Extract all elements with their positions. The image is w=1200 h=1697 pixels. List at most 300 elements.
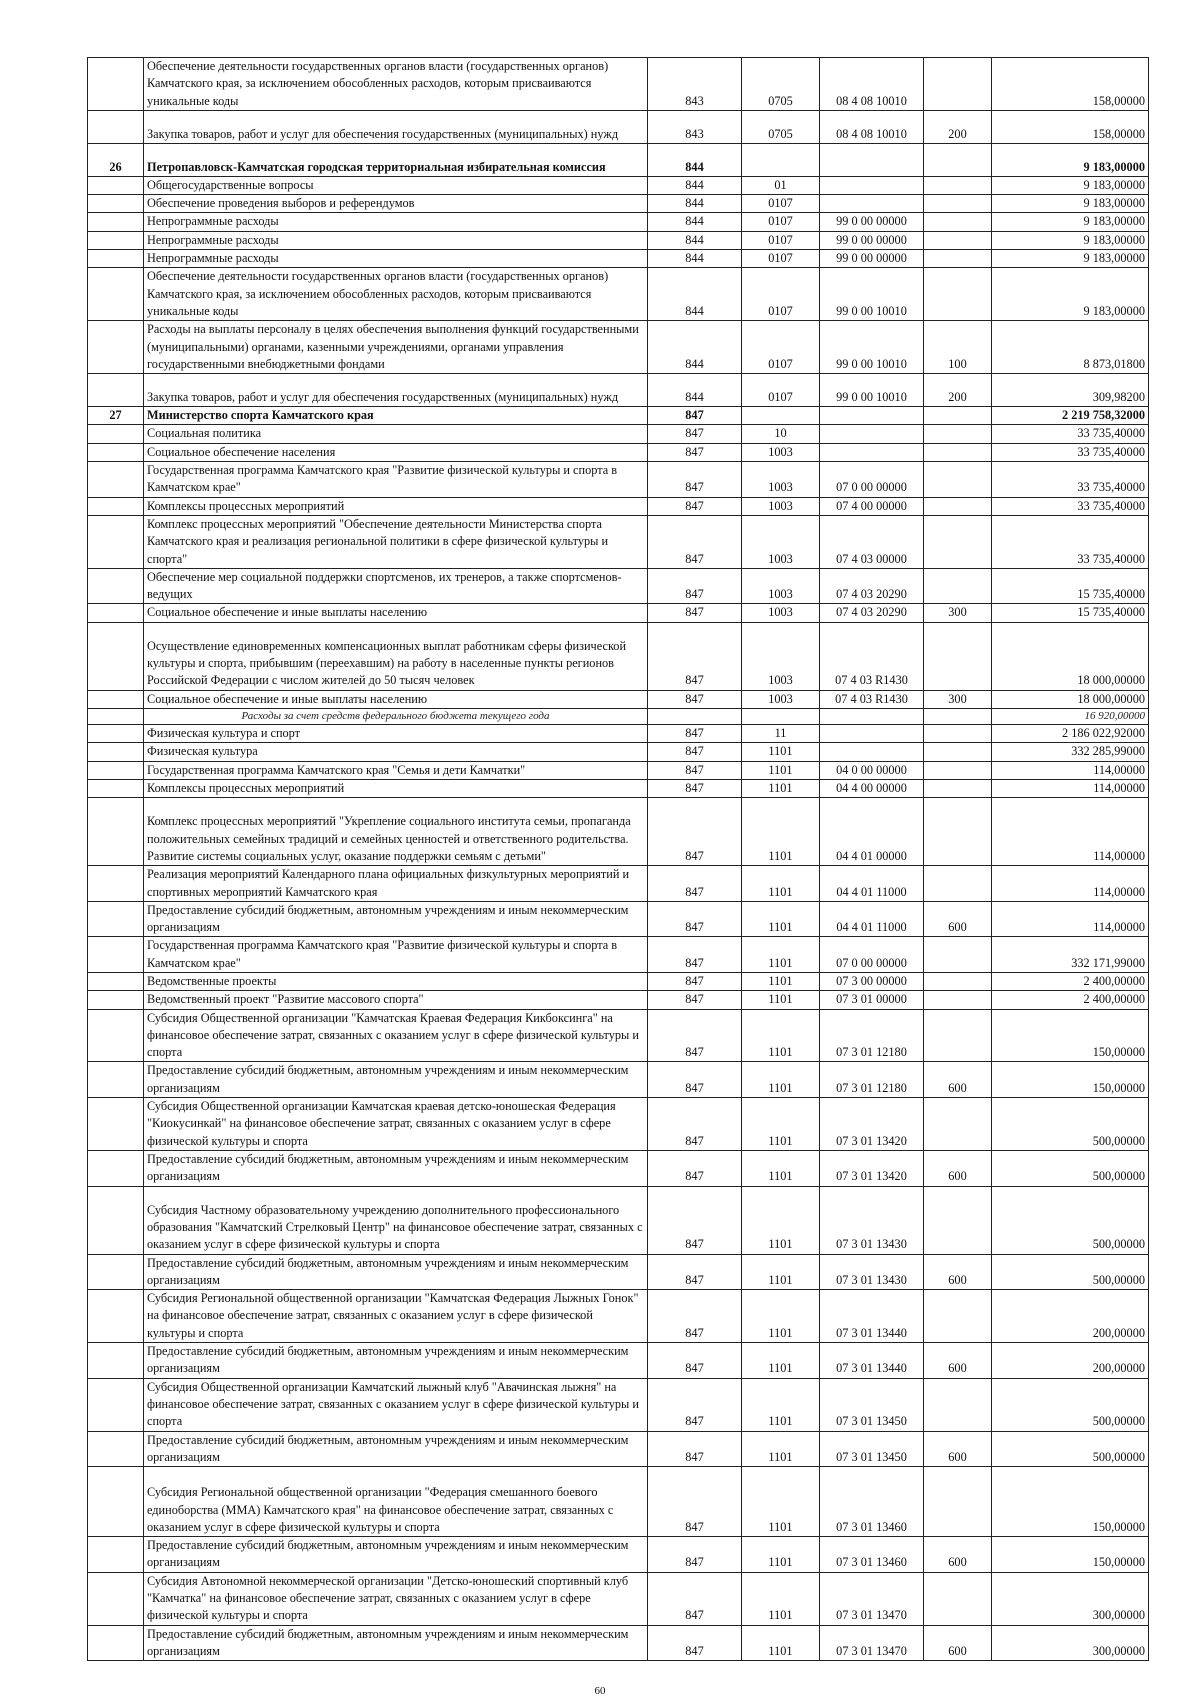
table-row [88,1098,1149,1151]
ministry-code: 847 [648,1254,742,1290]
row-number [88,515,144,568]
item-name: Закупка товаров, работ и услуг для обеспечения государственных (муниципальных) нужд [144,110,648,143]
item-name: Субсидия Региональной общественной организации "Федерация смешанного боевого единоборства (ММА) Камчатского края" на финансовое обеспечение затрат, связанных с оказанием услуг в сфере физической культуры и спорта [144,1467,648,1537]
ministry-code: 844 [648,268,742,321]
table-row [88,622,1149,690]
section-code: 1101 [742,761,820,779]
item-name: Комплекс процессных мероприятий "Обеспечение деятельности Министерства спорта Камчатского края и реализация региональной политики в сфере физической культуры и спорта" [144,515,648,568]
target-article-code: 07 3 01 13460 [820,1467,924,1537]
row-number [88,231,144,249]
section-code: 1003 [742,622,820,690]
target-article-code [820,143,924,176]
ministry-code: 847 [648,1378,742,1431]
row-number [88,622,144,690]
table-row [88,1467,1149,1537]
table-row [88,937,1149,973]
target-article-code: 04 0 00 00000 [820,761,924,779]
note-row [88,709,1149,725]
amount: 114,00000 [992,798,1149,866]
target-article-code [820,743,924,761]
section-header-row [88,143,1149,176]
item-name: Комплексы процессных мероприятий [144,779,648,797]
target-article-code: 07 3 01 13450 [820,1378,924,1431]
item-name: Государственная программа Камчатского края "Развитие физической культуры и спорта в Камчатском крае" [144,462,648,498]
target-article-code: 07 3 01 13440 [820,1290,924,1343]
section-code: 1101 [742,1625,820,1661]
amount: 33 735,40000 [992,462,1149,498]
amount: 332 171,99000 [992,937,1149,973]
table-row [88,866,1149,902]
amount: 33 735,40000 [992,515,1149,568]
item-name: Непрограммные расходы [144,250,648,268]
expense-type-code: 600 [924,901,992,937]
expense-type-code: 600 [924,1062,992,1098]
ministry-code: 847 [648,798,742,866]
ministry-code: 847 [648,1431,742,1467]
item-name: Социальное обеспечение и иные выплаты населению [144,604,648,622]
target-article-code [820,176,924,194]
ministry-code: 847 [648,761,742,779]
table-row [88,58,1149,111]
ministry-code: 847 [648,1625,742,1661]
amount: 18 000,00000 [992,622,1149,690]
section-code: 1003 [742,690,820,708]
amount: 500,00000 [992,1098,1149,1151]
section-code: 1003 [742,497,820,515]
ministry-code: 844 [648,176,742,194]
amount: 500,00000 [992,1431,1149,1467]
section-code: 1101 [742,1343,820,1379]
ministry-code: 847 [648,1572,742,1625]
target-article-code: 07 4 03 00000 [820,515,924,568]
section-code: 1003 [742,568,820,604]
amount: 300,00000 [992,1572,1149,1625]
budget-table [87,57,1149,1661]
item-name: Предоставление субсидий бюджетным, автономным учреждениям и иным некоммерческим организациям [144,1431,648,1467]
amount: 332 285,99000 [992,743,1149,761]
expense-type-code [924,761,992,779]
item-name: Осуществление единовременных компенсационных выплат работникам сферы физической культуры и спорта, прибывшим (переехавшим) на работу в населенные пункты регионов Российской Федерации с числом жителей до 50 тысяч человек [144,622,648,690]
row-number [88,1467,144,1537]
row-number [88,937,144,973]
row-number [88,1343,144,1379]
row-number [88,250,144,268]
item-name: Непрограммные расходы [144,213,648,231]
section-code: 1101 [742,1467,820,1537]
ministry-code: 847 [648,901,742,937]
expense-type-code: 200 [924,374,992,407]
target-article-code: 07 3 01 00000 [820,991,924,1009]
section-code: 1003 [742,462,820,498]
target-article-code: 07 3 01 13420 [820,1150,924,1186]
amount: 15 735,40000 [992,604,1149,622]
row-number [88,110,144,143]
table-row [88,462,1149,498]
table-row [88,268,1149,321]
ministry-code: 847 [648,743,742,761]
expense-type-code: 600 [924,1625,992,1661]
target-article-code: 99 0 00 00000 [820,213,924,231]
amount: 200,00000 [992,1343,1149,1379]
section-code: 11 [742,725,820,743]
section-code: 1101 [742,1062,820,1098]
amount: 200,00000 [992,1290,1149,1343]
amount: 2 186 022,92000 [992,725,1149,743]
item-name: Социальное обеспечение населения [144,443,648,461]
amount: 500,00000 [992,1378,1149,1431]
row-number [88,743,144,761]
amount: 33 735,40000 [992,425,1149,443]
expense-type-code [924,515,992,568]
amount: 150,00000 [992,1537,1149,1573]
target-article-code: 08 4 08 10010 [820,110,924,143]
section-code [742,407,820,425]
target-article-code: 07 3 01 13430 [820,1186,924,1254]
amount: 2 219 758,32000 [992,407,1149,425]
amount: 16 920,00000 [992,709,1149,725]
table-row [88,991,1149,1009]
item-name: Непрограммные расходы [144,231,648,249]
amount: 2 400,00000 [992,991,1149,1009]
target-article-code [820,195,924,213]
amount: 114,00000 [992,779,1149,797]
ministry-code: 847 [648,972,742,990]
ministry-code: 847 [648,515,742,568]
amount: 15 735,40000 [992,568,1149,604]
section-code: 0705 [742,58,820,111]
amount: 2 400,00000 [992,972,1149,990]
table-row [88,972,1149,990]
section-code: 1101 [742,1378,820,1431]
amount: 309,98200 [992,374,1149,407]
target-article-code [820,443,924,461]
expense-type-code [924,1098,992,1151]
expense-type-code [924,176,992,194]
row-number [88,972,144,990]
item-name: Субсидия Автономной некоммерческой организации "Детско-юношеский спортивный клуб "Камчатка" на финансовое обеспечение затрат, связанных с оказанием услуг в сфере физической культуры и спорта [144,1572,648,1625]
amount: 9 183,00000 [992,268,1149,321]
item-name: Физическая культура [144,743,648,761]
table-row [88,321,1149,374]
table-row [88,443,1149,461]
ministry-code: 844 [648,374,742,407]
section-code: 0705 [742,110,820,143]
target-article-code: 07 4 00 00000 [820,497,924,515]
expense-type-code [924,143,992,176]
table-row [88,515,1149,568]
item-name: Комплексы процессных мероприятий [144,497,648,515]
item-name: Расходы на выплаты персоналу в целях обеспечения выполнения функций государственными (муниципальными) органами, казенными учреждениями, органами управления государственными внебюджетными фондами [144,321,648,374]
target-article-code: 08 4 08 10010 [820,58,924,111]
table-row [88,1062,1149,1098]
expense-type-code [924,798,992,866]
expense-type-code: 600 [924,1431,992,1467]
row-number [88,709,144,725]
amount: 9 183,00000 [992,176,1149,194]
ministry-code: 847 [648,690,742,708]
table-row [88,1009,1149,1062]
ministry-code: 847 [648,443,742,461]
ministry-code: 847 [648,425,742,443]
amount: 9 183,00000 [992,231,1149,249]
row-number [88,1062,144,1098]
row-number [88,462,144,498]
table-row [88,1431,1149,1467]
table-row [88,761,1149,779]
expense-type-code [924,443,992,461]
expense-type-code [924,1378,992,1431]
target-article-code [820,725,924,743]
item-name: Предоставление субсидий бюджетным, автономным учреждениям и иным некоммерческим организациям [144,1625,648,1661]
expense-type-code [924,972,992,990]
expense-type-code [924,213,992,231]
item-name: Закупка товаров, работ и услуг для обеспечения государственных (муниципальных) нужд [144,374,648,407]
table-row [88,250,1149,268]
ministry-code: 847 [648,725,742,743]
item-name: Государственная программа Камчатского края "Развитие физической культуры и спорта в Камчатском крае" [144,937,648,973]
expense-type-code [924,250,992,268]
table-row [88,1150,1149,1186]
ministry-code: 844 [648,321,742,374]
budget-table-body [88,58,1149,1661]
expense-type-code: 600 [924,1150,992,1186]
target-article-code [820,407,924,425]
table-row [88,690,1149,708]
item-name: Предоставление субсидий бюджетным, автономным учреждениям и иным некоммерческим организациям [144,1343,648,1379]
row-number [88,866,144,902]
row-number [88,443,144,461]
section-code: 1101 [742,972,820,990]
amount: 150,00000 [992,1062,1149,1098]
expense-type-code [924,195,992,213]
section-header-row [88,407,1149,425]
expense-type-code: 100 [924,321,992,374]
section-code: 1101 [742,1572,820,1625]
target-article-code: 07 3 00 00000 [820,972,924,990]
target-article-code: 07 3 01 13470 [820,1572,924,1625]
target-article-code: 07 3 01 13450 [820,1431,924,1467]
item-name: Предоставление субсидий бюджетным, автономным учреждениям и иным некоммерческим организациям [144,1062,648,1098]
amount: 33 735,40000 [992,497,1149,515]
target-article-code: 99 0 00 00000 [820,231,924,249]
table-row [88,798,1149,866]
ministry-code: 847 [648,1290,742,1343]
table-row [88,213,1149,231]
expense-type-code: 300 [924,604,992,622]
row-number [88,761,144,779]
item-name: Ведомственный проект "Развитие массового спорта" [144,991,648,1009]
target-article-code [820,425,924,443]
expense-type-code: 600 [924,1537,992,1573]
item-name: Социальная политика [144,425,648,443]
section-code: 1101 [742,1537,820,1573]
expense-type-code [924,866,992,902]
section-code: 10 [742,425,820,443]
row-number [88,1431,144,1467]
section-code: 1101 [742,866,820,902]
amount: 114,00000 [992,866,1149,902]
amount: 9 183,00000 [992,195,1149,213]
table-row [88,725,1149,743]
row-number [88,195,144,213]
row-number [88,1572,144,1625]
table-row [88,1186,1149,1254]
item-name: Ведомственные проекты [144,972,648,990]
page-number: 60 [594,1685,606,1697]
row-number [88,497,144,515]
table-row [88,425,1149,443]
ministry-code: 847 [648,866,742,902]
table-row [88,779,1149,797]
ministry-code: 847 [648,937,742,973]
target-article-code: 99 0 00 10010 [820,268,924,321]
row-number [88,1150,144,1186]
amount: 500,00000 [992,1254,1149,1290]
expense-type-code [924,58,992,111]
section-code: 01 [742,176,820,194]
item-name: Комплекс процессных мероприятий "Укрепление социального института семьи, пропаганда положительных семейных традиций и семейных ценностей и ответственного родительства. Развитие системы социальных услуг, оказание поддержки семьям с детьми" [144,798,648,866]
target-article-code: 07 3 01 13420 [820,1098,924,1151]
ministry-code: 847 [648,497,742,515]
amount: 9 183,00000 [992,213,1149,231]
row-number [88,268,144,321]
section-code: 0107 [742,268,820,321]
expense-type-code [924,743,992,761]
section-code: 1101 [742,798,820,866]
expense-type-code: 600 [924,1254,992,1290]
target-article-code: 04 4 00 00000 [820,779,924,797]
section-code: 1101 [742,1290,820,1343]
table-row [88,195,1149,213]
row-number [88,568,144,604]
item-name: Обеспечение мер социальной поддержки спортсменов, их тренеров, а также спортсменов-ведущих [144,568,648,604]
amount: 8 873,01800 [992,321,1149,374]
ministry-code: 844 [648,143,742,176]
ministry-code: 847 [648,991,742,1009]
expense-type-code [924,1572,992,1625]
item-name: Предоставление субсидий бюджетным, автономным учреждениям и иным некоммерческим организациям [144,1150,648,1186]
amount: 158,00000 [992,58,1149,111]
table-row [88,1625,1149,1661]
table-row [88,1290,1149,1343]
row-number [88,425,144,443]
item-name: Субсидия Общественной организации Камчатская краевая детско-юношеская Федерация "Киокусинкай" на финансовое обеспечение затрат, связанных с оказанием услуг в сфере физической культуры и спорта [144,1098,648,1151]
amount: 9 183,00000 [992,250,1149,268]
expense-type-code [924,268,992,321]
row-number [88,1537,144,1573]
target-article-code: 04 4 01 11000 [820,866,924,902]
amount: 500,00000 [992,1186,1149,1254]
ministry-code: 843 [648,58,742,111]
section-code: 1101 [742,991,820,1009]
ministry-code: 847 [648,604,742,622]
row-number [88,725,144,743]
item-name: Субсидия Региональной общественной организации "Камчатская Федерация Лыжных Гонок" на финансовое обеспечение затрат, связанных с оказанием услуг в сфере физической культуры и спорта [144,1290,648,1343]
item-name: Петропавловск-Камчатская городская территориальная избирательная комиссия [144,143,648,176]
expense-type-code [924,425,992,443]
expense-type-code [924,622,992,690]
ministry-code: 847 [648,1098,742,1151]
ministry-code: 847 [648,407,742,425]
target-article-code: 07 3 01 13470 [820,1625,924,1661]
expense-type-code [924,462,992,498]
item-name: Обеспечение деятельности государственных органов власти (государственных органов) Камчатского края, за исключением обособленных расходов, которым присваиваются уникальные коды [144,268,648,321]
target-article-code: 07 4 03 R1430 [820,690,924,708]
item-name: Государственная программа Камчатского края "Семья и дети Камчатки" [144,761,648,779]
target-article-code: 07 3 01 13460 [820,1537,924,1573]
target-article-code: 07 4 03 R1430 [820,622,924,690]
row-number [88,779,144,797]
target-article-code: 07 4 03 20290 [820,568,924,604]
expense-type-code [924,1290,992,1343]
amount: 150,00000 [992,1009,1149,1062]
item-name: Расходы за счет средств федерального бюджета текущего года [144,709,648,725]
table-row [88,1254,1149,1290]
ministry-code: 844 [648,250,742,268]
row-number [88,374,144,407]
expense-type-code [924,725,992,743]
row-number [88,798,144,866]
item-name: Предоставление субсидий бюджетным, автономным учреждениям и иным некоммерческим организациям [144,1254,648,1290]
row-number [88,321,144,374]
row-number [88,690,144,708]
row-number [88,58,144,111]
item-name: Министерство спорта Камчатского края [144,407,648,425]
table-row [88,901,1149,937]
table-row [88,604,1149,622]
item-name: Предоставление субсидий бюджетным, автономным учреждениям и иным некоммерческим организациям [144,901,648,937]
ministry-code: 847 [648,1186,742,1254]
expense-type-code [924,709,992,725]
row-number [88,901,144,937]
ministry-code: 847 [648,1343,742,1379]
expense-type-code: 600 [924,1343,992,1379]
amount: 114,00000 [992,761,1149,779]
ministry-code: 847 [648,1062,742,1098]
amount: 500,00000 [992,1150,1149,1186]
section-code: 1101 [742,779,820,797]
ministry-code: 844 [648,231,742,249]
row-number [88,1378,144,1431]
row-number: 26 [88,143,144,176]
item-name: Социальное обеспечение и иные выплаты населению [144,690,648,708]
section-code [742,143,820,176]
amount: 300,00000 [992,1625,1149,1661]
item-name: Обеспечение проведения выборов и референдумов [144,195,648,213]
section-code: 1101 [742,1431,820,1467]
amount: 150,00000 [992,1467,1149,1537]
ministry-code: 847 [648,462,742,498]
item-name: Физическая культура и спорт [144,725,648,743]
section-code: 0107 [742,213,820,231]
section-code: 1101 [742,937,820,973]
section-code: 1101 [742,1098,820,1151]
table-row [88,1537,1149,1573]
budget-page [87,57,1148,1661]
table-row [88,176,1149,194]
amount: 18 000,00000 [992,690,1149,708]
item-name: Обеспечение деятельности государственных органов власти (государственных органов) Камчатского края, за исключением обособленных расходов, которым присваиваются уникальные коды [144,58,648,111]
item-name: Субсидия Общественной организации "Камчатская Краевая Федерация Кикбоксинга" на финансовое обеспечение затрат, связанных с оказанием услуг в сфере физической культуры и спорта [144,1009,648,1062]
ministry-code: 847 [648,622,742,690]
table-row [88,568,1149,604]
expense-type-code [924,568,992,604]
section-code: 0107 [742,374,820,407]
expense-type-code: 200 [924,110,992,143]
table-row [88,110,1149,143]
table-row [88,374,1149,407]
ministry-code [648,709,742,725]
